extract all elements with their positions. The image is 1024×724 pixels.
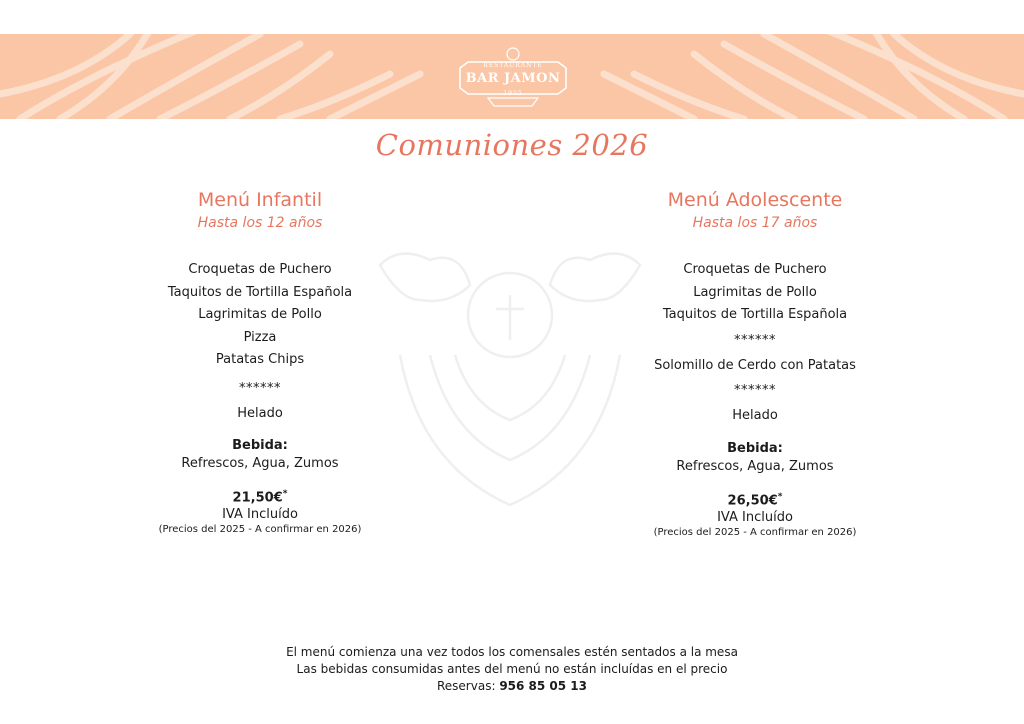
dessert-item: Helado [237, 405, 283, 421]
menu-title: Menú Adolescente [667, 189, 843, 211]
logo-small-text: RESTAURANTE [483, 62, 543, 69]
price [110, 485, 410, 507]
separator: ****** [734, 332, 776, 348]
phone-number: 956 85 05 13 [499, 679, 587, 693]
menu-subtitle: Hasta los 12 años [197, 215, 323, 231]
price-footnote-mark: * [282, 489, 288, 499]
menu-title: Menú Infantil [197, 189, 323, 211]
menu-item: Croquetas de Puchero [683, 262, 827, 277]
menu-item: Croquetas de Puchero [188, 262, 332, 277]
price-footnote-mark: * [777, 491, 783, 502]
separator: ****** [239, 380, 281, 396]
menu-adolescente [605, 186, 905, 540]
menu-item: Taquitos de Tortilla Española [167, 284, 353, 300]
reservations-line [0, 678, 1024, 695]
drink-label: Bebida: [232, 438, 288, 453]
restaurant-logo [448, 44, 578, 116]
price-value: 21,50€ [232, 490, 283, 506]
price [605, 488, 905, 510]
drink-label: Bebida: [727, 440, 783, 456]
tax-note: IVA Incluído [222, 507, 298, 523]
menu-infantil [110, 186, 410, 537]
reservas-label: Reservas: [436, 679, 496, 693]
drink-options: Refrescos, Agua, Zumos [676, 458, 834, 474]
footer-line-2: Las bebidas consumidas antes del menú no están incluídas en el precio [296, 662, 728, 676]
menu-item: Lagrimitas de Pollo [198, 307, 322, 322]
footer [0, 644, 1024, 695]
main-course-item: Solomillo de Cerdo con Patatas [654, 357, 856, 373]
menu-item: Patatas Chips [215, 352, 305, 367]
menu-item: Lagrimitas de Pollo [693, 284, 817, 300]
separator: ****** [734, 383, 776, 398]
price-value: 26,50€ [727, 492, 778, 508]
menu-subtitle: Hasta los 17 años [692, 215, 818, 231]
logo-name: BAR JAMON [465, 71, 561, 86]
dessert-item: Helado [732, 408, 778, 423]
menu-item: Pizza [243, 329, 277, 345]
drink-options: Refrescos, Agua, Zumos [181, 456, 339, 471]
price-disclaimer: (Precios del 2025 - A confirmar en 2026) [158, 524, 362, 536]
menu-item: Taquitos de Tortilla Española [662, 307, 848, 322]
footer-line-1: El menú comienza una vez todos los comensales estén sentados a la mesa [286, 645, 738, 659]
logo-year: 1955 [503, 90, 523, 97]
header-banner [0, 34, 1024, 119]
tax-note: IVA Incluído [717, 509, 793, 525]
page-title: Comuniones 2026 [375, 128, 649, 162]
price-disclaimer: (Precios del 2025 - A confirmar en 2026) [653, 526, 857, 538]
